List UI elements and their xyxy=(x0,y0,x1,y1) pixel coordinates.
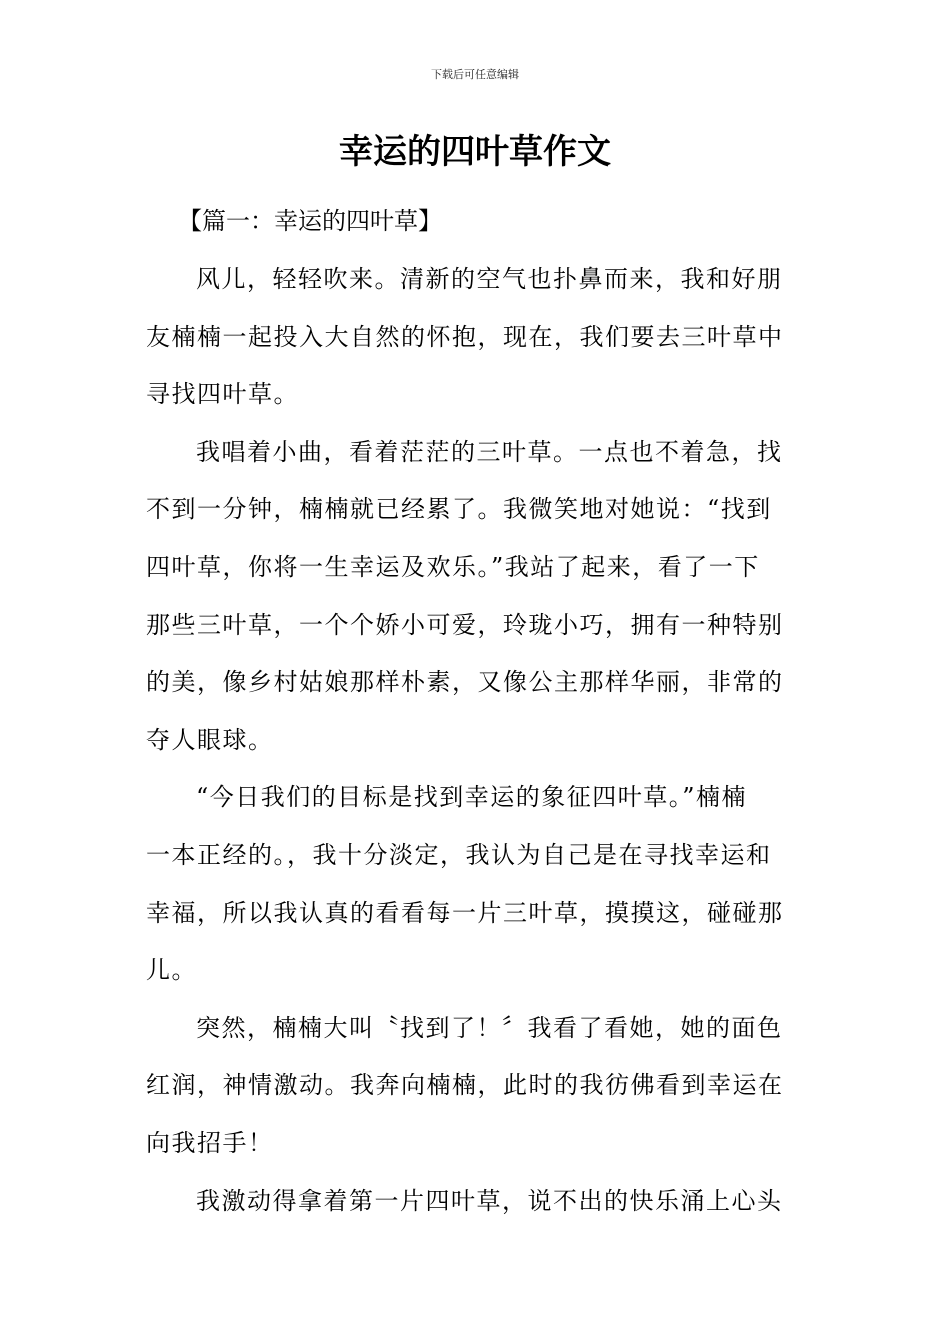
text-line: 向我招手！ xyxy=(146,1128,274,1157)
text-line: 那些三叶草，一个个娇小可爱，玲珑小巧，拥有一种特别 xyxy=(146,610,784,639)
body-text xyxy=(146,251,806,1230)
text-line: 幸福，所以我认真的看看每一片三叶草，摸摸这，碰碰那 xyxy=(146,898,784,927)
text-line: 友楠楠一起投入大自然的怀抱，现在，我们要去三叶草中 xyxy=(146,322,784,351)
text-line: “今日我们的目标是找到幸运的象征四叶草。”楠楠 xyxy=(196,783,748,812)
header-note: 下载后可任意编辑 xyxy=(431,68,519,81)
text-line: 我激动得拿着第一片四叶草，说不出的快乐涌上心头 xyxy=(196,1186,783,1215)
text-line: 突然，楠楠大叫〝找到了！〞我看了看她，她的面色 xyxy=(196,1013,783,1042)
text-line: 的美，像乡村姑娘那样朴素，又像公主那样华丽，非常的 xyxy=(146,668,784,697)
document-title: 幸运的四叶草作文 xyxy=(339,132,611,172)
text-line: 儿。 xyxy=(146,956,197,985)
text-line: 不到一分钟，楠楠就已经累了。我微笑地对她说：“找到 xyxy=(146,495,772,524)
text-line: 我唱着小曲，看着茫茫的三叶草。一点也不着急，找 xyxy=(196,437,783,466)
text-line: 寻找四叶草。 xyxy=(146,380,299,409)
text-line: 风儿，轻轻吹来。清新的空气也扑鼻而来，我和好朋 xyxy=(196,265,783,293)
text-line: 红润，神情激动。我奔向楠楠，此时的我彷佛看到幸运在 xyxy=(146,1071,784,1100)
section-heading: 【篇一：幸运的四叶草】 xyxy=(178,207,442,235)
text-line: 一本正经的。，我十分淡定，我认为自己是在寻找幸运和 xyxy=(146,840,772,869)
text-line: 夺人眼球。 xyxy=(146,725,274,754)
text-line: 四叶草，你将一生幸运及欢乐。”我站了起来，看了一下 xyxy=(146,552,760,581)
